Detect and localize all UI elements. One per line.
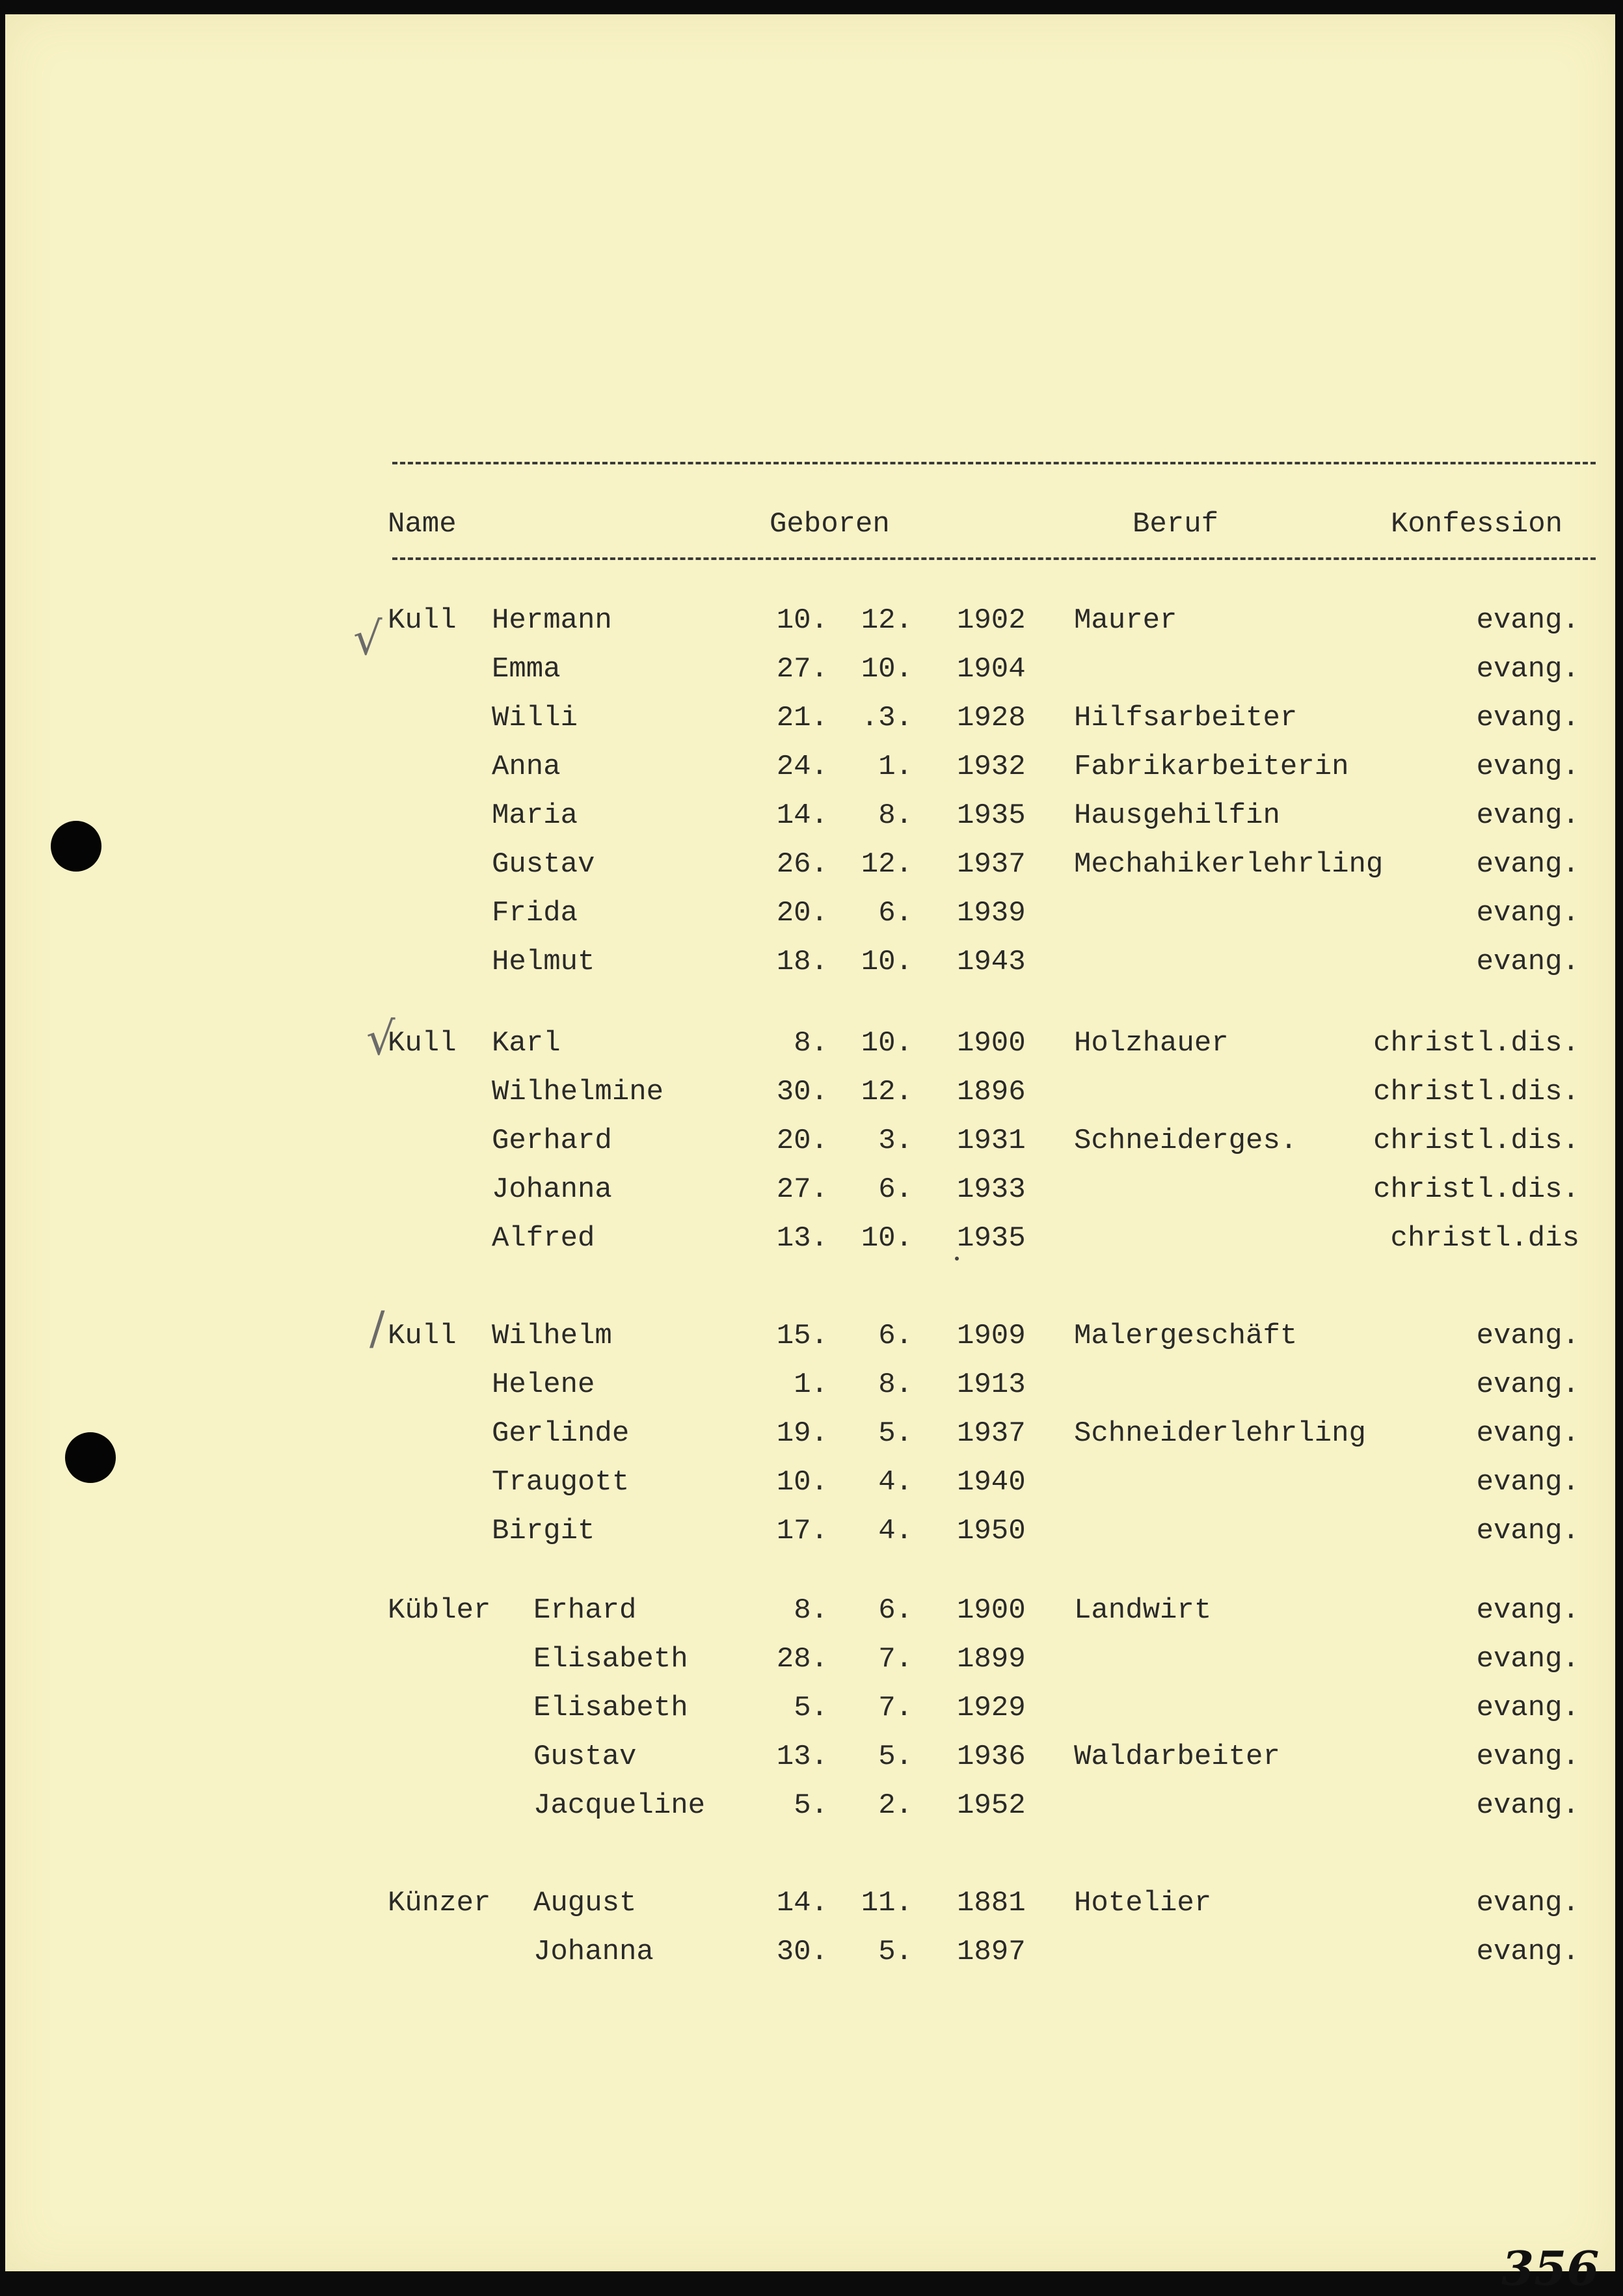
birth-month: 8. [878,799,913,832]
birth-year: 1896 [957,1076,1026,1108]
confession: evang. [1476,1789,1579,1822]
birth-month: 6. [878,1173,913,1206]
first-name: Anna [492,751,561,783]
birth-month: 10. [861,1027,913,1060]
first-name: Gustav [492,848,595,881]
family-name: Künzer [388,1887,491,1919]
first-name: Helmut [492,946,595,978]
birth-month: 6. [878,1320,913,1352]
document-page [5,14,1615,2296]
birth-day: 24. [776,751,828,783]
birth-year: 1881 [957,1887,1026,1919]
confession: evang. [1476,848,1579,881]
family-name: Kull [388,1027,457,1060]
birth-year: 1936 [957,1741,1026,1773]
birth-year: 1935 [957,799,1026,832]
first-name: Hermann [492,604,612,637]
header-rule-top [392,462,1596,464]
birth-year: 1937 [957,848,1026,881]
birth-year: 1913 [957,1368,1026,1401]
birth-day: 19. [776,1417,828,1450]
first-name: Johanna [533,1936,654,1968]
birth-month: 7. [878,1643,913,1675]
birth-day: 17. [776,1515,828,1547]
birth-day: 13. [776,1741,828,1773]
family-name: Kull [388,604,457,637]
confession: evang. [1476,653,1579,686]
first-name: Erhard [533,1594,637,1627]
confession: evang. [1476,799,1579,832]
birth-day: 30. [776,1936,828,1968]
header-job: Beruf [1133,508,1219,541]
occupation: Hausgehilfin [1074,799,1280,832]
first-name: Willi [492,702,578,734]
birth-day: 5. [794,1789,828,1822]
birth-year: 1897 [957,1936,1026,1968]
stray-mark [955,1257,959,1261]
first-name: Alfred [492,1222,595,1255]
birth-month: .3. [861,702,913,734]
confession: christl.dis. [1373,1027,1579,1060]
occupation: Hotelier [1074,1887,1212,1919]
header-confession: Konfession [1391,508,1563,541]
birth-month: 5. [878,1417,913,1450]
birth-day: 13. [776,1222,828,1255]
birth-month: 12. [861,848,913,881]
first-name: Jacqueline [533,1789,706,1822]
birth-day: 14. [776,799,828,832]
birth-year: 1952 [957,1789,1026,1822]
birth-month: 3. [878,1125,913,1157]
birth-day: 30. [776,1076,828,1108]
birth-month: 12. [861,604,913,637]
occupation: Malergeschäft [1074,1320,1298,1352]
birth-year: 1950 [957,1515,1026,1547]
birth-month: 10. [861,1222,913,1255]
page-number: 356 [1501,2241,1600,2296]
birth-month: 7. [878,1692,913,1724]
birth-year: 1931 [957,1125,1026,1157]
birth-month: 2. [878,1789,913,1822]
confession: evang. [1476,1936,1579,1968]
birth-day: 26. [776,848,828,881]
birth-day: 28. [776,1643,828,1675]
first-name: Wilhelmine [492,1076,664,1108]
birth-day: 20. [776,1125,828,1157]
birth-day: 21. [776,702,828,734]
birth-month: 6. [878,1594,913,1627]
birth-year: 1937 [957,1417,1026,1450]
first-name: Elisabeth [533,1643,688,1675]
birth-year: 1932 [957,751,1026,783]
birth-year: 1935 [957,1222,1026,1255]
birth-month: 5. [878,1936,913,1968]
birth-day: 20. [776,897,828,929]
birth-day: 5. [794,1692,828,1724]
birth-month: 4. [878,1466,913,1499]
first-name: Traugott [492,1466,630,1499]
occupation: Maurer [1074,604,1177,637]
confession: christl.dis. [1373,1125,1579,1157]
header-born: Geboren [770,508,890,541]
family-name: Kull [388,1320,457,1352]
birth-day: 27. [776,653,828,686]
confession: evang. [1476,1320,1579,1352]
birth-day: 14. [776,1887,828,1919]
confession: evang. [1476,1887,1579,1919]
birth-year: 1899 [957,1643,1026,1675]
birth-day: 8. [794,1594,828,1627]
punch-hole-top [51,821,101,872]
occupation: Hilfsarbeiter [1074,702,1298,734]
occupation: Landwirt [1074,1594,1212,1627]
occupation: Waldarbeiter [1074,1741,1280,1773]
first-name: Maria [492,799,578,832]
first-name: Gustav [533,1741,637,1773]
first-name: Frida [492,897,578,929]
birth-year: 1900 [957,1594,1026,1627]
first-name: Gerlinde [492,1417,630,1450]
birth-day: 8. [794,1027,828,1060]
birth-month: 8. [878,1368,913,1401]
first-name: Johanna [492,1173,612,1206]
first-name: Birgit [492,1515,595,1547]
birth-month: 4. [878,1515,913,1547]
occupation: Fabrikarbeiterin [1074,751,1349,783]
first-name: Wilhelm [492,1320,612,1352]
birth-year: 1943 [957,946,1026,978]
occupation: Holzhauer [1074,1027,1229,1060]
birth-month: 6. [878,897,913,929]
birth-month: 10. [861,653,913,686]
header-rule-bottom [392,557,1596,560]
check-mark: / [369,1302,385,1355]
birth-month: 1. [878,751,913,783]
birth-month: 5. [878,1741,913,1773]
birth-year: 1939 [957,897,1026,929]
birth-year: 1928 [957,702,1026,734]
confession: evang. [1476,1466,1579,1499]
confession: evang. [1476,897,1579,929]
header-name: Name [388,508,457,541]
confession: christl.dis [1390,1222,1579,1255]
occupation: Mechahikerlehrling [1074,848,1384,881]
birth-year: 1904 [957,653,1026,686]
check-mark: √ [353,612,382,665]
first-name: Helene [492,1368,595,1401]
confession: evang. [1476,702,1579,734]
birth-year: 1940 [957,1466,1026,1499]
first-name: Gerhard [492,1125,612,1157]
confession: evang. [1476,946,1579,978]
birth-year: 1900 [957,1027,1026,1060]
birth-year: 1909 [957,1320,1026,1352]
occupation: Schneiderlehrling [1074,1417,1366,1450]
confession: evang. [1476,1515,1579,1547]
confession: evang. [1476,751,1579,783]
confession: evang. [1476,604,1579,637]
first-name: August [533,1887,637,1919]
punch-hole-bottom [65,1432,116,1483]
confession: evang. [1476,1417,1579,1450]
birth-day: 15. [776,1320,828,1352]
birth-month: 11. [861,1887,913,1919]
birth-year: 1929 [957,1692,1026,1724]
confession: evang. [1476,1741,1579,1773]
birth-day: 10. [776,1466,828,1499]
family-name: Kübler [388,1594,491,1627]
birth-day: 10. [776,604,828,637]
confession: evang. [1476,1594,1579,1627]
first-name: Karl [492,1027,561,1060]
check-mark: √ [366,1012,396,1065]
confession: christl.dis. [1373,1173,1579,1206]
birth-day: 1. [794,1368,828,1401]
first-name: Emma [492,653,561,686]
confession: christl.dis. [1373,1076,1579,1108]
birth-year: 1933 [957,1173,1026,1206]
occupation: Schneiderges. [1074,1125,1298,1157]
birth-month: 10. [861,946,913,978]
birth-day: 18. [776,946,828,978]
birth-month: 12. [861,1076,913,1108]
confession: evang. [1476,1692,1579,1724]
confession: evang. [1476,1368,1579,1401]
first-name: Elisabeth [533,1692,688,1724]
confession: evang. [1476,1643,1579,1675]
birth-day: 27. [776,1173,828,1206]
birth-year: 1902 [957,604,1026,637]
